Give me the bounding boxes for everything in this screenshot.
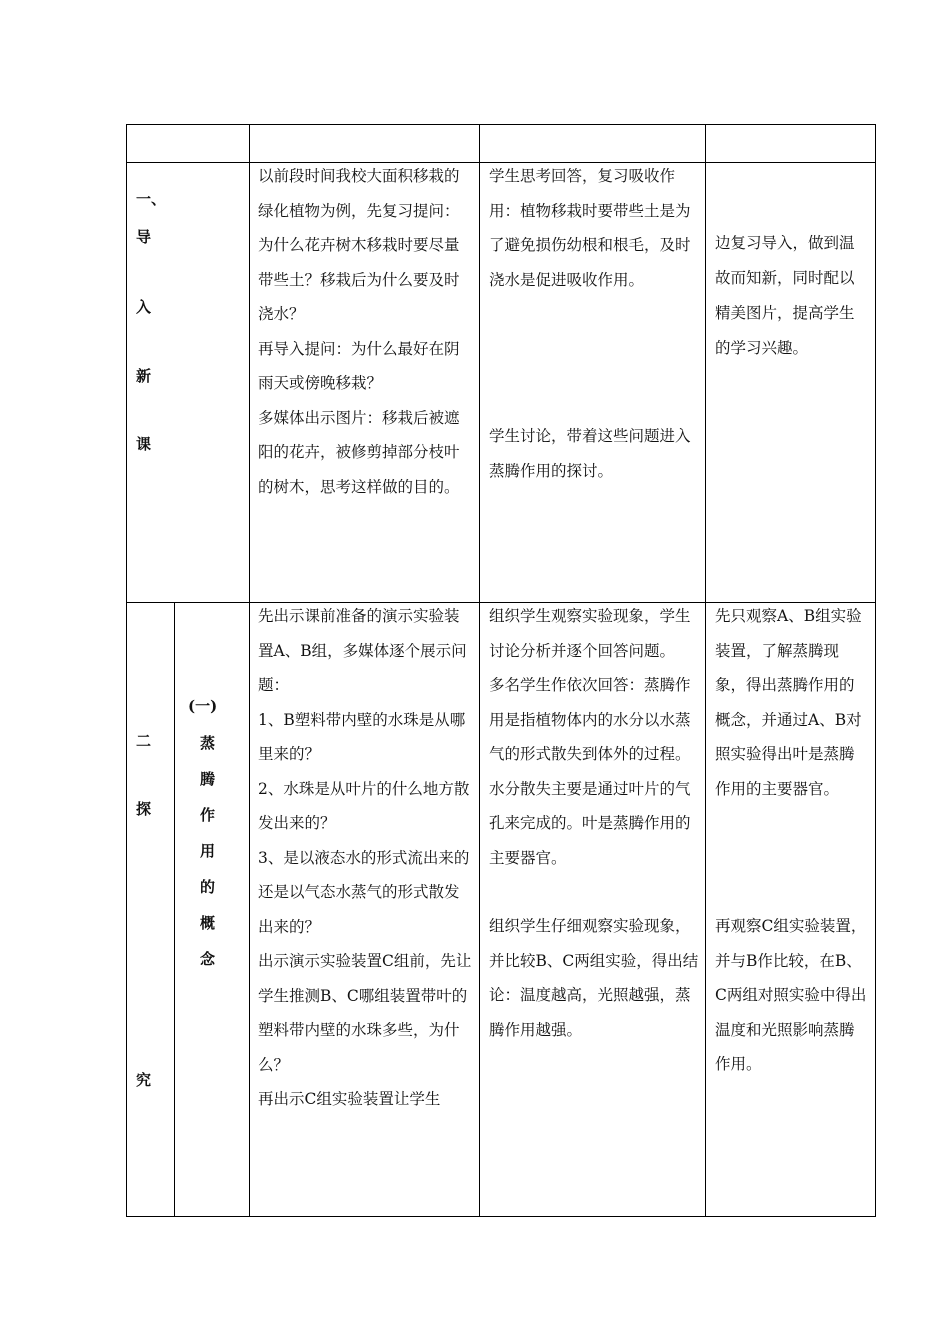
design-intent-explore <box>715 599 869 1082</box>
stage-char: 导 <box>136 228 152 246</box>
paragraph: 学生思考回答，复习吸收作用：植物移栽时要带些土是为了避免损伤幼根和根毛，及时浇水是促进吸收作用。 <box>489 167 691 289</box>
paragraph: 多名学生作依次回答：蒸腾作用是指植物体内的水分以水蒸气的形式散失到体外的过程。水分散失主要是通过叶片的气孔来完成的。叶是蒸腾作用的主要器官。 <box>489 676 691 867</box>
stage-char: 探 <box>136 800 152 818</box>
paragraph: 以前段时间我校大面积移栽的绿化植物为例，先复习提问：为什么花卉树木移栽时要尽量带些土？移栽后为什么要及时浇水？ <box>258 167 460 323</box>
column-divider-1 <box>249 124 250 1217</box>
stage-char: 作 <box>200 806 216 824</box>
design-intent-intro <box>715 226 869 366</box>
paragraph: 出示演示实验装置C组前，先让学生推测B、C哪组装置带叶的塑料带内壁的水珠多些，为什么？ <box>258 952 472 1074</box>
column-divider-2 <box>479 124 480 1217</box>
paragraph: 先出示课前准备的演示实验装置A、B组，多媒体逐个展示问题： <box>258 607 467 694</box>
paragraph: 边复习导入，做到温故而知新，同时配以精美图片，提高学生的学习兴趣。 <box>715 234 855 357</box>
paragraph: 学生讨论，带着这些问题进入蒸腾作用的探讨。 <box>489 427 691 480</box>
paragraph: 组织学生观察实验现象，学生讨论分析并逐个回答问题。 <box>489 607 691 660</box>
paragraph: 1、B塑料带内壁的水珠是从哪里来的？ <box>258 710 466 763</box>
table-left-border <box>126 124 127 1217</box>
paragraph: 再出示C组实验装置让学生 <box>258 1090 441 1108</box>
lesson-plan-table <box>126 124 876 1217</box>
stage-char: 新 <box>136 367 152 385</box>
stage-char: 课 <box>136 435 152 453</box>
column-divider-3 <box>705 124 706 1217</box>
stage-char: 究 <box>136 1071 152 1089</box>
student-activity-intro <box>489 159 699 488</box>
table-top-border <box>126 124 876 125</box>
stage-char: 概 <box>200 914 216 932</box>
stage-char: 一、 <box>136 190 167 208</box>
paragraph: 组织学生仔细观察实验现象，并比较B、C两组实验，得出结论：温度越高，光照越强，蒸腾作用越强。 <box>489 917 699 1039</box>
paragraph: 2、水珠是从叶片的什么地方散发出来的？ <box>258 779 470 832</box>
table-right-border <box>875 124 876 1217</box>
table-bottom-border <box>126 1216 876 1217</box>
stage-char: 入 <box>136 298 152 316</box>
stage-char: 用 <box>200 842 216 860</box>
paragraph: 3、是以液态水的形式流出来的还是以气态水蒸气的形式散发出来的？ <box>258 848 470 936</box>
student-activity-explore <box>489 599 699 1047</box>
stage-char: 的 <box>200 878 216 896</box>
paragraph: 先只观察A、B组实验装置，了解蒸腾现象，得出蒸腾作用的概念，并通过A、B对照实验得出叶是蒸腾作用的主要器官。 <box>715 607 862 798</box>
stage-char: 二 <box>136 732 152 750</box>
paragraph: 多媒体出示图片：移栽后被遮阳的花卉，被修剪掉部分枝叶的树木，思考这样做的目的。 <box>258 408 460 496</box>
stage-char: (一) <box>188 697 218 715</box>
sub-stage-divider <box>174 602 175 1217</box>
stage-char: 腾 <box>200 770 216 788</box>
stage-char: 念 <box>200 950 216 968</box>
teacher-activity-intro <box>258 159 472 504</box>
teacher-activity-explore <box>258 599 472 1117</box>
stage-char: 蒸 <box>200 734 216 752</box>
paragraph: 再观察C组实验装置，并与B作比较，在B、C两组对照实验中得出温度和光照影响蒸腾作用。 <box>715 917 867 1073</box>
paragraph: 再导入提问：为什么最好在阴雨天或傍晚移栽？ <box>258 339 460 392</box>
